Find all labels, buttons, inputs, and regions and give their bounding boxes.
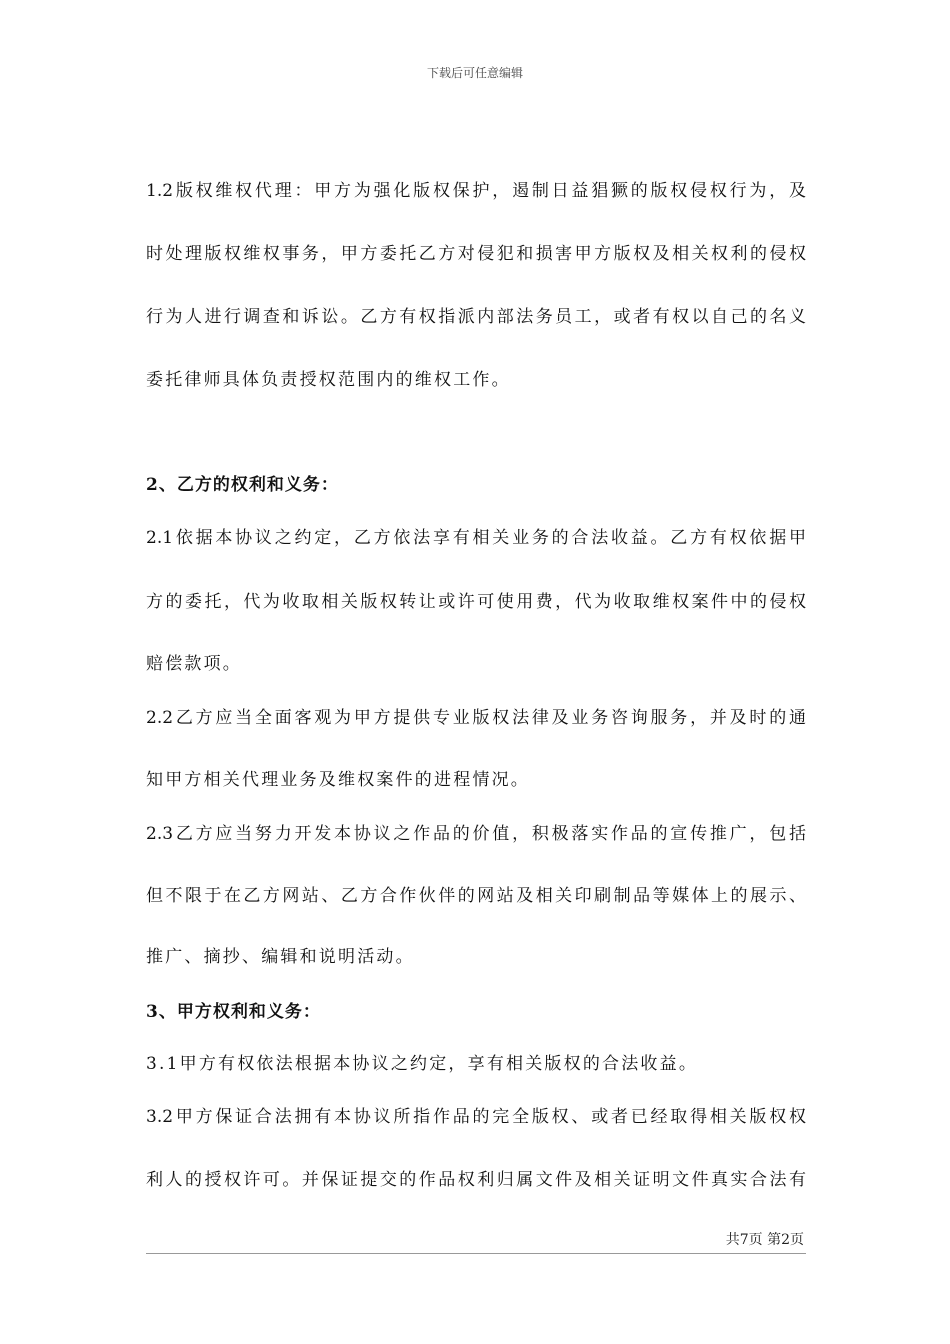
paragraph-2-3-line-3: 推广、摘抄、编辑和说明活动。 [146, 947, 415, 967]
paragraph-1-2-line-2: 时处理版权维权事务，甲方委托乙方对侵犯和损害甲方版权及相关权利的侵权 [146, 244, 806, 264]
paragraph-2-1-line-2: 方的委托，代为收取相关版权转让或许可使用费，代为收取维权案件中的侵权 [146, 592, 806, 612]
paragraph-2-2-line-1: 2.2乙方应当全面客观为甲方提供专业版权法律及业务咨询服务，并及时的通 [146, 708, 806, 728]
paragraph-2-2-line-2: 知甲方相关代理业务及维权案件的进程情况。 [146, 770, 530, 790]
paragraph-1-2-line-3: 行为人进行调查和诉讼。乙方有权指派内部法务员工，或者有权以自己的名义 [146, 307, 806, 327]
footer-divider [146, 1253, 806, 1254]
paragraph-3-2-line-1: 3.2甲方保证合法拥有本协议所指作品的完全版权、或者已经取得相关版权权 [146, 1107, 806, 1127]
page-number: 共7页 第2页 [725, 1232, 804, 1248]
paragraph-1-2-line-4: 委托律师具体负责授权范围内的维权工作。 [146, 370, 511, 390]
paragraph-2-1-line-3: 赔偿款项。 [146, 654, 242, 674]
paragraph-2-1-line-1: 2.1依据本协议之约定，乙方依法享有相关业务的合法收益。乙方有权依据甲 [146, 528, 806, 548]
paragraph-1-2-line-1: 1.2版权维权代理：甲方为强化版权保护，遏制日益猖獗的版权侵权行为，及 [146, 181, 806, 201]
section-3-heading: 3、甲方权利和义务： [146, 1002, 321, 1022]
paragraph-2-3-line-1: 2.3乙方应当努力开发本协议之作品的价值，积极落实作品的宣传推广，包括 [146, 824, 806, 844]
paragraph-2-3-line-2: 但不限于在乙方网站、乙方合作伙伴的网站及相关印刷制品等媒体上的展示、 [146, 886, 806, 906]
header-note: 下载后可任意编辑 [426, 66, 523, 80]
section-2-heading: 2、乙方的权利和义务： [146, 475, 339, 495]
paragraph-3-2-line-2: 利人的授权许可。并保证提交的作品权利归属文件及相关证明文件真实合法有 [146, 1170, 806, 1190]
paragraph-3-1-line-1: 3.1甲方有权依法根据本协议之约定，享有相关版权的合法收益。 [146, 1054, 699, 1074]
